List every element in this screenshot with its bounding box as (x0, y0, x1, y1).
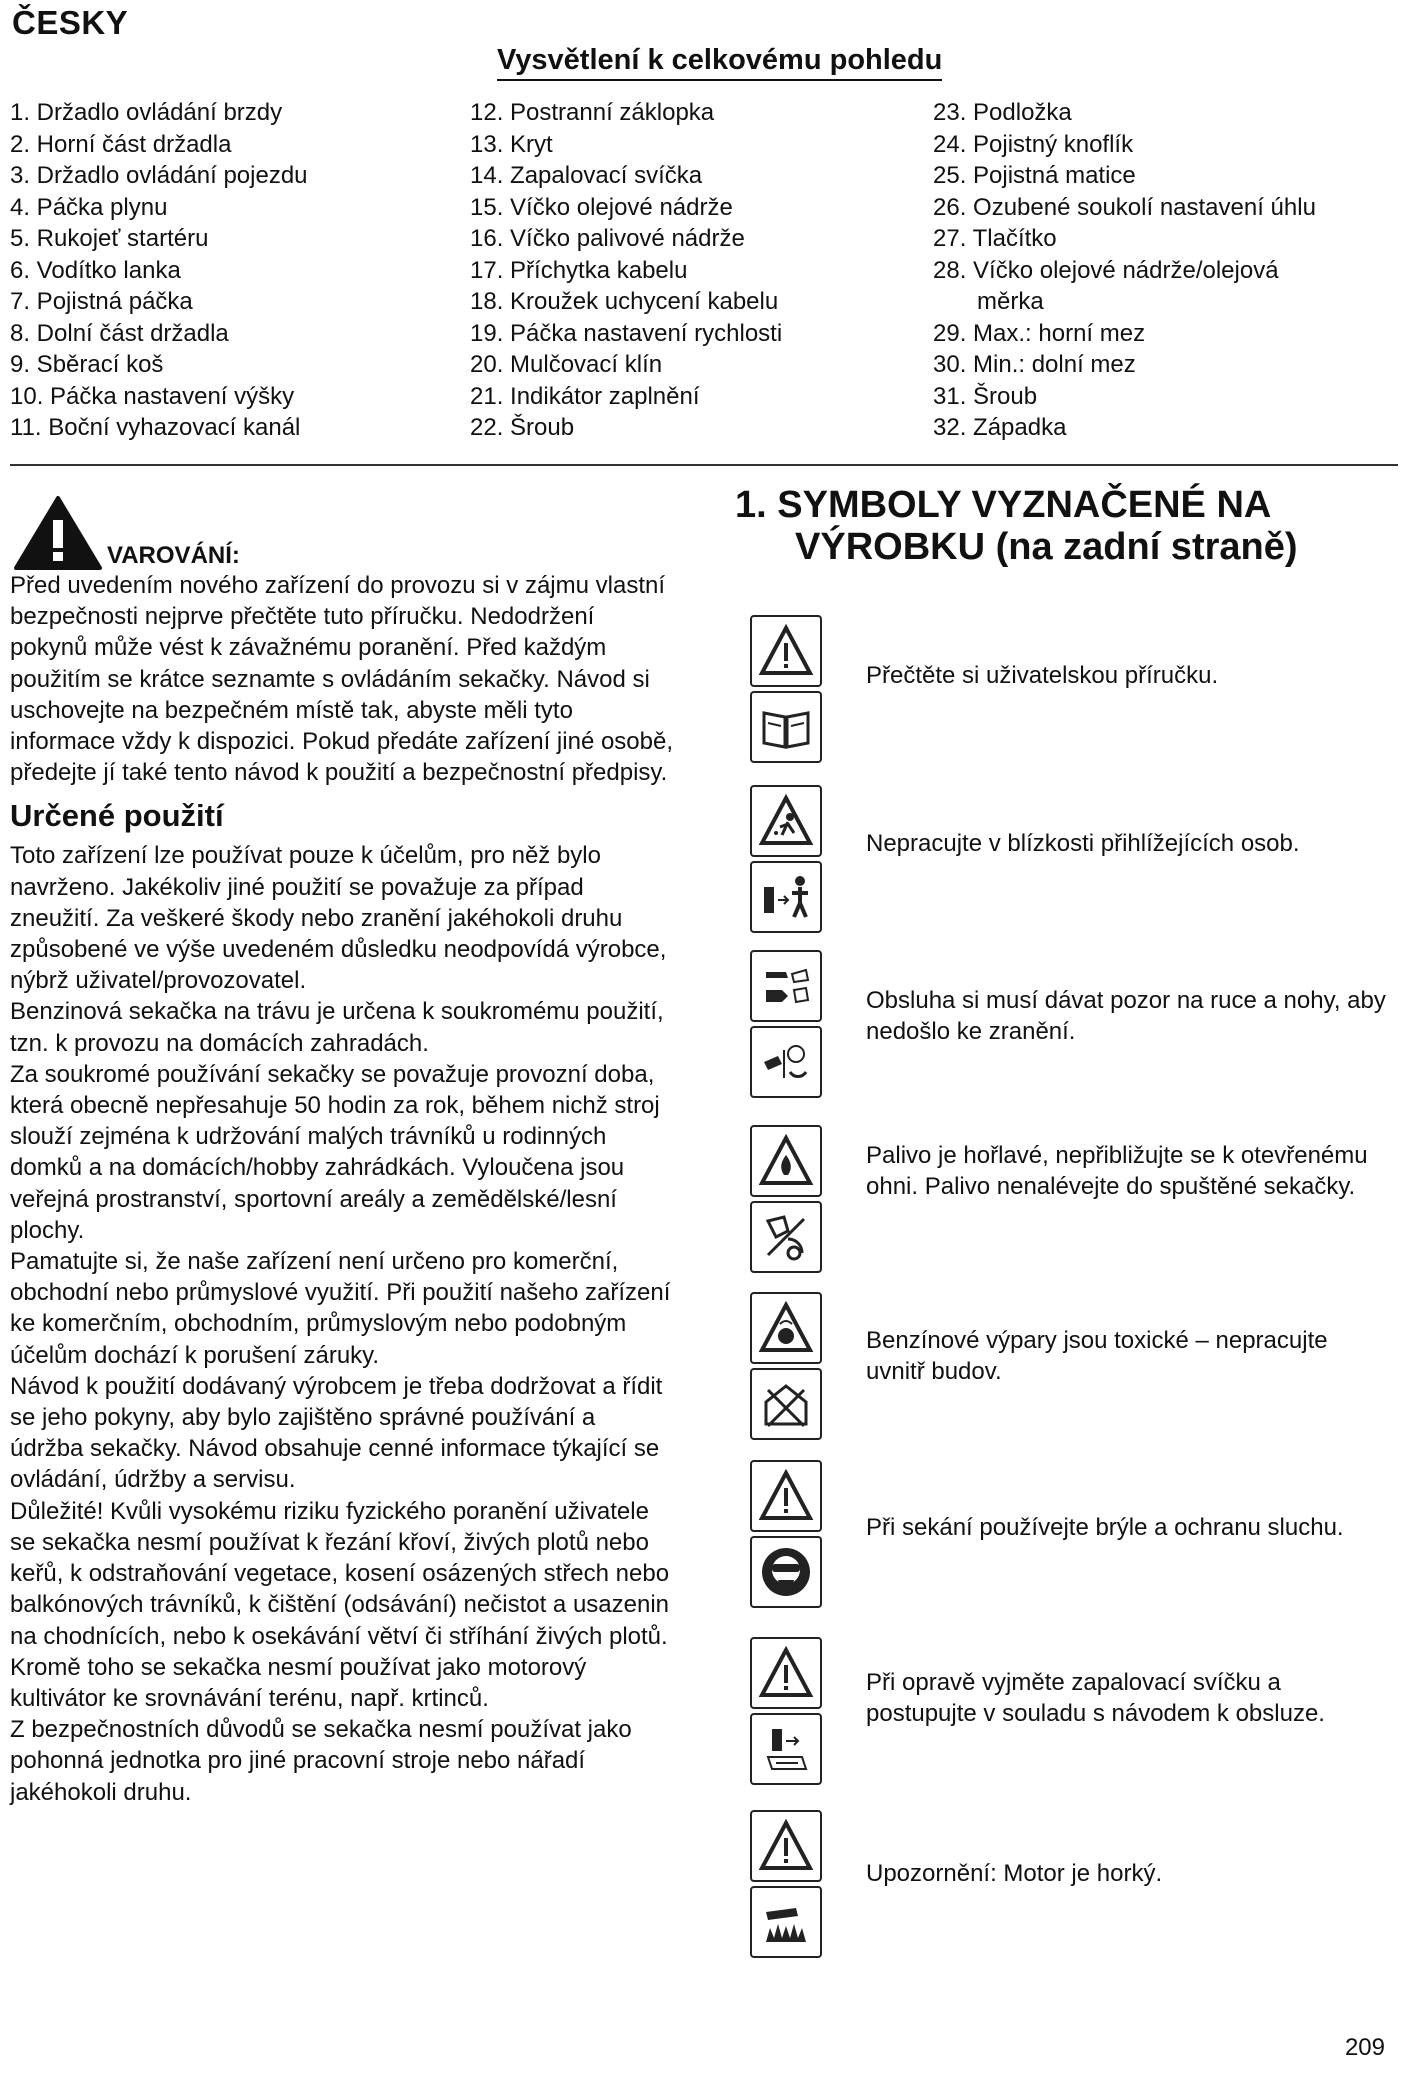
symbol-pair (750, 1125, 822, 1277)
paragraph: Z bezpečnostních důvodů se sekačka nesmí používat jako pohonná jednotka pro jiné pracovní stroje nebo nářadí jakéhokoli druhu. (10, 1716, 632, 1806)
list-item: 1. Držadlo ovládání brzdy (10, 99, 283, 126)
toxic-fumes-icon (758, 1300, 814, 1356)
fire-hazard-icon (758, 1133, 814, 1189)
foot-blade-icon (758, 1034, 814, 1090)
list-item: měrka (977, 288, 1044, 315)
symbol-description: Při opravě vyjměte zapalovací svíčku a postupujte v souladu s návodem k obsluze. (866, 1669, 1325, 1727)
list-item: 10. Páčka nastavení výšky (10, 382, 295, 410)
parts-list-col3 (933, 97, 1316, 444)
symbol-description: Obsluha si musí dávat pozor na ruce a nohy, aby nedošlo ke zranění. (866, 987, 1386, 1045)
symbols-title-line2: VÝROBKU (na zadní straně) (795, 526, 1298, 568)
overview-title: Vysvětlení k celkovému pohledu (497, 44, 942, 81)
list-item: 24. Pojistný knoflík (933, 130, 1134, 158)
list-item: 22. Šroub (470, 414, 575, 441)
list-item: 14. Zapalovací svíčka (470, 162, 703, 189)
symbol-pair (750, 1460, 822, 1612)
intended-use-title: Určené použití (10, 798, 224, 834)
warning-triangle-icon (758, 1818, 814, 1874)
paragraph: Návod k použití dodávaný výrobcem je třeba dodržovat a řídit se jeho pokyny, aby bylo zajištěno správné používání a údržba sekačky. Návod obsahuje cenné informace týkající se ovládání, údržby a servisu. (10, 1372, 663, 1494)
section-divider (10, 464, 1398, 466)
list-item: 27. Tlačítko (933, 225, 1057, 252)
list-item: 19. Páčka nastavení rychlosti (470, 319, 783, 347)
parts-list-col1 (10, 97, 308, 444)
language-heading: ČESKY (12, 4, 129, 41)
no-refuel-icon (758, 1209, 814, 1265)
list-item: 12. Postranní záklopka (470, 99, 715, 126)
symbol-pair (750, 1637, 822, 1789)
symbol-description: Palivo je hořlavé, nepřibližujte se k otevřenému ohni. Palivo nenalévejte do spuštěné sekačky. (866, 1142, 1368, 1200)
list-item: 3. Držadlo ovládání pojezdu (10, 162, 308, 189)
symbols-section-title (735, 484, 1355, 568)
warning-triangle-icon (758, 1468, 814, 1524)
warning-label: VAROVÁNÍ: (107, 542, 240, 569)
list-item: 6. Vodítko lanka (10, 256, 181, 284)
symbol-description: Nepracujte v blízkosti přihlížejících osob. (866, 830, 1300, 857)
list-item: 26. Ozubené soukolí nastavení úhlu (933, 193, 1316, 221)
page-number: 209 (1344, 2034, 1385, 2061)
goggles-earmuffs-icon (758, 1544, 814, 1600)
list-item: 18. Kroužek uchycení kabelu (470, 288, 779, 315)
symbols-title-line1: 1. SYMBOLY VYZNAČENÉ NA (735, 484, 1272, 526)
list-item: 5. Rukojeť startéru (10, 225, 209, 252)
warning-triangle-icon (12, 494, 104, 572)
paragraph: Benzinová sekačka na trávu je určena k soukromému použití, tzn. k provozu na domácích zahradách. (10, 998, 664, 1057)
list-item: 4. Páčka plynu (10, 193, 168, 221)
list-item: 15. Víčko olejové nádrže (470, 193, 733, 221)
symbol-pair (750, 1292, 822, 1444)
hand-blade-icon (758, 958, 814, 1014)
warning-triangle-icon (758, 623, 814, 679)
list-item: 31. Šroub (933, 382, 1038, 410)
list-item: 32. Západka (933, 414, 1067, 441)
paragraph: Toto zařízení lze používat pouze k účelům, pro něž bylo navrženo. Jakékoliv jiné použití se považuje za případ zneužití. Za veškeré škody nebo zranění jakéhokoli druhu způsobené ve výše uvedeném důsledku neodpovídá výrobce, nýbrž uživatel/provozovatel. (10, 842, 667, 995)
list-item: 7. Pojistná páčka (10, 288, 193, 315)
symbol-description: Upozornění: Motor je horký. (866, 1860, 1163, 1887)
list-item: 17. Příchytka kabelu (470, 256, 688, 284)
symbol-pair (750, 950, 822, 1102)
list-item: 29. Max.: horní mez (933, 319, 1146, 347)
list-item: 13. Kryt (470, 130, 553, 158)
symbol-description: Přečtěte si uživatelskou příručku. (866, 662, 1219, 689)
paragraph: Za soukromé používání sekačky se považuje provozní doba, která obecně nepřesahuje 50 hodin za rok, během nichž stroj slouží zejména k udržování malých trávníků u rodinných domků a na domácích/hobby zahrádkách. Vyloučena jsou veřejná prostranství, sportovní areály a zemědělské/lesní plochy. (10, 1060, 660, 1244)
keep-distance-icon (758, 869, 814, 925)
list-item: 28. Víčko olejové nádrže/olejová (933, 256, 1279, 284)
list-item: 9. Sběrací koš (10, 351, 164, 378)
list-item: 25. Pojistná matice (933, 162, 1136, 189)
list-item: 23. Podložka (933, 99, 1072, 126)
symbol-description: Při sekání používejte brýle a ochranu sluchu. (866, 1514, 1344, 1541)
list-item: 11. Boční vyhazovací kanál (10, 414, 301, 441)
list-item: 16. Víčko palivové nádrže (470, 225, 745, 252)
warning-triangle-icon (758, 1645, 814, 1701)
symbol-description: Benzínové výpary jsou toxické – nepracujte uvnitř budov. (866, 1327, 1328, 1385)
bystander-hazard-icon (758, 793, 814, 849)
list-item: 2. Horní část držadla (10, 130, 232, 158)
warning-block (10, 492, 675, 1808)
list-item: 20. Mulčovací klín (470, 351, 663, 378)
paragraph: Důležité! Kvůli vysokému riziku fyzického poranění uživatele se sekačka nesmí používat k řezání křoví, živých plotů nebo keřů, k odstraňování vegetace, kosení osázených střech nebo balkónových trávníků, k čištění (odsávání) nečistot a usazenin na chodnících, nebo k osekávání větví či stříhání živých plotů. Kromě toho se sekačka nesmí používat jako motorový kultivátor ke srovnávání terénu, např. krtinců. (10, 1497, 670, 1712)
symbol-pair (750, 1810, 822, 1962)
paragraph: Pamatujte si, že naše zařízení není určeno pro komerční, obchodní nebo průmyslové využití. Při použití našeho zařízení ke komerčním, obchodním, průmyslovým nebo podobným účelům dochází k porušení záruky. (10, 1248, 671, 1369)
list-item: 21. Indikátor zaplnění (470, 382, 700, 410)
spark-plug-icon (758, 1721, 814, 1777)
no-indoor-icon (758, 1376, 814, 1432)
warning-text: Před uvedením nového zařízení do provozu si v zájmu vlastní bezpečnosti nejprve přečtěte tuto příručku. Nedodržení pokynů může vést k závažnému poranění. Před každým použitím se krátce seznamte s ovládáním sekačky. Návod si uschovejte na bezpečném místě tak, abyste měli tyto informace vždy k dispozici. Pokud předáte zařízení jiné osobě, předejte jí také tento návod k použití a bezpečnostní předpisy. (10, 572, 674, 787)
list-item: 8. Dolní část držadla (10, 319, 229, 347)
parts-list-col2 (470, 97, 782, 444)
manual-book-icon (758, 699, 814, 755)
hot-surface-icon (758, 1894, 814, 1950)
list-item: 30. Min.: dolní mez (933, 351, 1136, 378)
symbol-pair (750, 785, 822, 937)
symbol-pair (750, 615, 822, 767)
